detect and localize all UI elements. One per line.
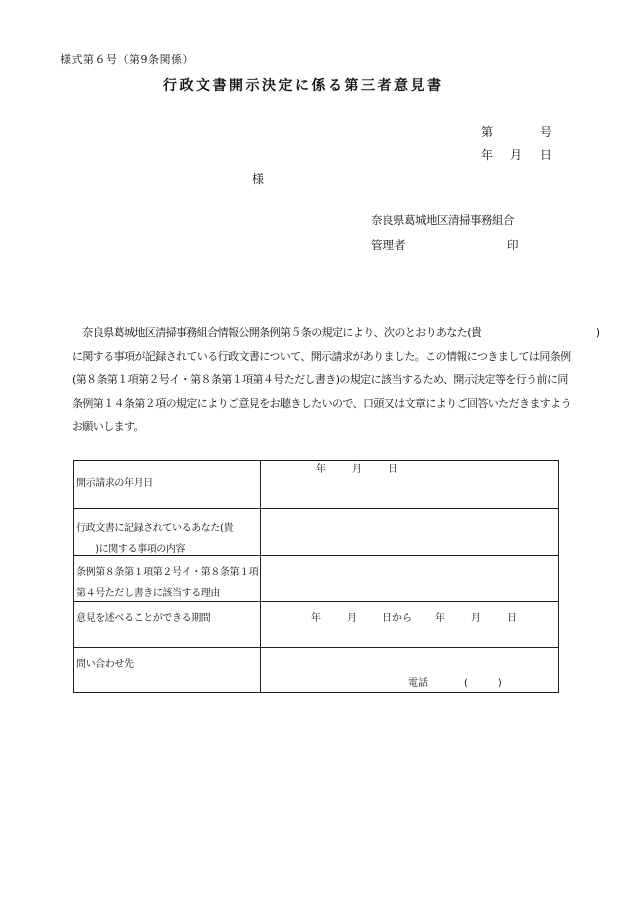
table-row (74, 602, 559, 648)
opinion-period-label: 意見を述べることができる期間 (76, 613, 211, 624)
document-number-label: 第 (481, 125, 494, 139)
recorded-content-value-cell[interactable] (261, 509, 559, 556)
body-line: 条例第１４条第２項の規定によりご意見をお聴きしたいので、口頭又は文章によりご回答いただきますよう (72, 396, 571, 410)
body-line: (第８条第１項第２号イ・第８条第１項第４号ただし書き)の規定に該当するため、開示決定等を行う前に同 (72, 373, 568, 386)
issuer-manager-label: 管理者 (371, 238, 406, 252)
body-paragraph (72, 325, 600, 443)
phone-parentheses: ( ) (464, 678, 502, 689)
request-date-month: 月 (352, 464, 362, 475)
recorded-content-label-line: 行政文書に記録されているあなた(貴 (76, 523, 234, 534)
document-title: 行政文書開示決定に係る第三者意見書 (163, 78, 444, 94)
period-start-month: 月 (347, 613, 357, 624)
table-row (74, 648, 559, 693)
seal-mark: 印 (507, 238, 519, 252)
contact-label-cell (74, 648, 261, 693)
contact-value-cell[interactable] (261, 648, 559, 693)
body-line: 奈良県葛城地区清掃事務組合情報公開条例第５条の規定により、次のとおりあなた(貴 ) (72, 326, 600, 339)
applicable-reason-label-cell (74, 556, 261, 602)
opinion-period-value-cell[interactable] (261, 602, 559, 648)
opinion-period-label-cell (74, 602, 261, 648)
addressee-honorific: 様 (252, 172, 265, 186)
applicable-reason-label-line: 第４号ただし書きに該当する理由 (76, 588, 220, 599)
document-number-unit: 号 (540, 125, 553, 139)
table-row (74, 556, 559, 602)
date-year-label: 年 (481, 148, 494, 162)
request-date-year: 年 (316, 464, 326, 475)
recorded-content-label-cell (74, 509, 261, 556)
recorded-content-label-line: )に関する事項の内容 (76, 544, 186, 555)
date-month-label: 月 (510, 148, 523, 162)
period-start-day-from: 日から (382, 613, 412, 624)
body-line: に関する事項が記録されている行政文書について、開示請求がありました。この情報につきましては同条例 (72, 349, 571, 363)
applicable-reason-value-cell[interactable] (261, 556, 559, 602)
period-start-year: 年 (311, 613, 321, 624)
request-date-value-cell[interactable] (261, 461, 559, 509)
date-day-label: 日 (540, 148, 553, 162)
phone-label: 電話 (408, 678, 428, 689)
request-date-day: 日 (388, 464, 398, 475)
table-row (74, 509, 559, 556)
request-date-label: 開示請求の年月日 (76, 478, 153, 489)
table-row (74, 461, 559, 509)
period-end-year: 年 (435, 613, 445, 624)
request-date-label-cell (74, 461, 261, 509)
opinion-form-table (73, 460, 559, 693)
issuer-organization: 奈良県葛城地区清掃事務組合 (371, 213, 514, 227)
form-number: 様式第６号（第9条関係） (60, 53, 194, 66)
period-end-day: 日 (507, 613, 517, 624)
period-end-month: 月 (471, 613, 481, 624)
applicable-reason-label-line: 条例第８条第１項第２号イ・第８条第１項 (76, 567, 259, 578)
contact-label: 問い合わせ先 (76, 659, 134, 670)
body-line: お願いします。 (72, 420, 144, 433)
